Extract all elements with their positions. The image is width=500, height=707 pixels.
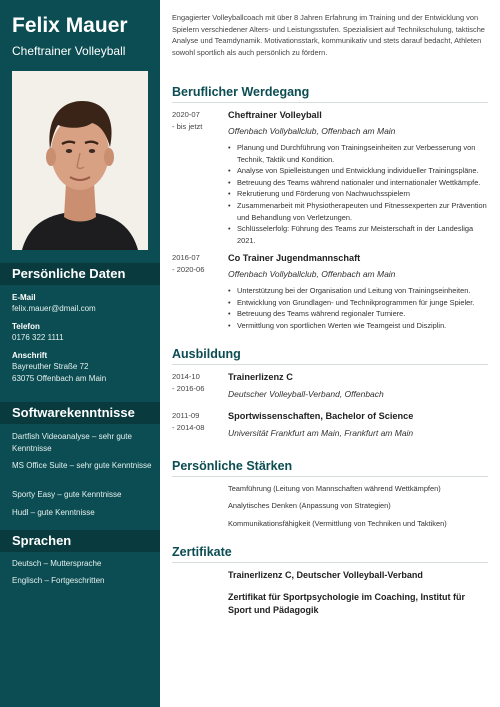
strength-item: Kommunikationsfähigkeit (Vermittlung von Techniken und Taktiken) <box>228 519 447 528</box>
experience-heading: Beruflicher Werdegang <box>172 85 310 99</box>
job-organization: Offenbach Vollyballclub, Offenbach am Main <box>228 269 396 279</box>
strength-item: Teamführung (Leitung von Mannschaften während Wettkämpfen) <box>228 484 441 493</box>
job-organization: Offenbach Vollyballclub, Offenbach am Main <box>228 126 396 136</box>
strength-item: Analytisches Denken (Anpassung von Strategien) <box>228 501 391 510</box>
languages-heading: Sprachen <box>0 530 160 552</box>
portrait-illustration <box>12 71 148 250</box>
candidate-role: Cheftrainer Volleyball <box>12 44 126 58</box>
email-value[interactable]: felix.mauer@dmail.com <box>12 304 96 313</box>
candidate-name: Felix Mauer <box>12 14 128 37</box>
section-divider <box>172 562 488 563</box>
job-responsibilities <box>228 285 488 331</box>
address-label: Anschrift <box>12 351 48 360</box>
job-date-to: - 2020-06 <box>172 265 205 274</box>
certificates-heading: Zertifikate <box>172 545 232 559</box>
education-date-to: - 2016-06 <box>172 384 205 393</box>
job-date <box>172 109 202 133</box>
job-bullet: • Entwicklung von Grundlagen- und Technikprogrammen für junge Spieler. <box>228 297 488 309</box>
education-date <box>172 410 205 434</box>
education-date-from: 2011-09 <box>172 411 200 420</box>
job-bullet: • Planung und Durchführung von Trainingseinheiten zur Verbesserung von Technik, Taktik und Kondition. <box>228 142 488 165</box>
job-bullet: • Schlüsselerfolg: Führung des Teams zur Meisterschaft in der Landesliga 2021. <box>228 223 488 246</box>
software-heading: Softwarekenntnisse <box>0 402 160 424</box>
education-heading: Ausbildung <box>172 347 241 361</box>
section-divider <box>172 102 488 103</box>
main-content <box>160 0 500 707</box>
education-date <box>172 371 205 395</box>
education-title: Trainerlizenz C <box>228 372 293 382</box>
language-item: Deutsch – Muttersprache <box>12 559 102 568</box>
education-institution: Deutscher Volleyball-Verband, Offenbach <box>228 389 384 399</box>
education-title: Sportwissenschaften, Bachelor of Science <box>228 411 414 421</box>
job-bullet: • Unterstützung bei der Organisation und Leitung von Trainingseinheiten. <box>228 285 488 297</box>
software-item: Hudl – gute Kenntnisse <box>12 508 95 517</box>
section-divider <box>172 476 488 477</box>
job-title: Co Trainer Jugendmannschaft <box>228 253 361 263</box>
email-label: E-Mail <box>12 293 36 302</box>
strengths-heading: Persönliche Stärken <box>172 459 293 473</box>
job-bullet: • Rekrutierung und Förderung von Nachwuchsspielern <box>228 188 488 200</box>
job-date-from: 2016-07 <box>172 253 200 262</box>
personal-data-heading: Persönliche Daten <box>0 263 160 285</box>
software-item: MS Office Suite – sehr gute Kenntnisse <box>12 461 152 470</box>
education-institution: Universität Frankfurt am Main, Frankfurt am Main <box>228 428 414 438</box>
job-bullet: • Analyse von Spielleistungen und Entwicklung individueller Trainingspläne. <box>228 165 488 177</box>
job-bullet: • Zusammenarbeit mit Physiotherapeuten und Fitnessexperten zur Prävention und Behandlung von Verletzungen. <box>228 200 488 223</box>
job-date <box>172 252 205 276</box>
software-item: Sporty Easy – gute Kenntnisse <box>12 490 122 499</box>
certificate-item: Zertifikat für Sportpsychologie im Coaching, Institut für Sport und Pädagogik <box>228 592 466 615</box>
language-item: Englisch – Fortgeschritten <box>12 576 105 585</box>
job-responsibilities <box>228 142 488 246</box>
job-bullet: • Vermittlung von sportlichen Werten wie Teamgeist und Disziplin. <box>228 320 488 332</box>
job-title: Cheftrainer Volleyball <box>228 110 322 120</box>
job-date-from: 2020-07 <box>172 110 200 119</box>
job-bullet: • Betreuung des Teams während nationaler und internationaler Wettkämpfe. <box>228 177 488 189</box>
education-date-to: - 2014-08 <box>172 423 205 432</box>
software-item: Dartfish Videoanalyse – sehr gute Kenntnisse <box>12 432 132 453</box>
education-date-from: 2014-10 <box>172 372 200 381</box>
sidebar <box>0 0 160 707</box>
phone-value[interactable]: 0176 322 1111 <box>12 333 64 342</box>
phone-label: Telefon <box>12 322 40 331</box>
job-date-to: - bis jetzt <box>172 122 203 131</box>
profile-summary: Engagierter Volleyballcoach mit über 8 Jahren Erfahrung im Training und der Entwicklung von Spielern verschiedener Alters- und Leistungsstufen. Spezialisiert auf Technikschulung, taktische Analyse und Teamdynamik. Motivationsstark, kommunikativ und stets darauf bedacht, Athleten sowohl sportlich als auch persönlich zu fördern. <box>172 13 485 57</box>
certificate-item: Trainerlizenz C, Deutscher Volleyball-Verband <box>228 570 423 580</box>
profile-photo <box>12 71 148 250</box>
address-line1: Bayreuther Straße 72 <box>12 362 89 371</box>
section-divider <box>172 364 488 365</box>
job-bullet: • Betreuung des Teams während regionaler Turniere. <box>228 308 488 320</box>
address-line2: 63075 Offenbach am Main <box>12 374 107 383</box>
